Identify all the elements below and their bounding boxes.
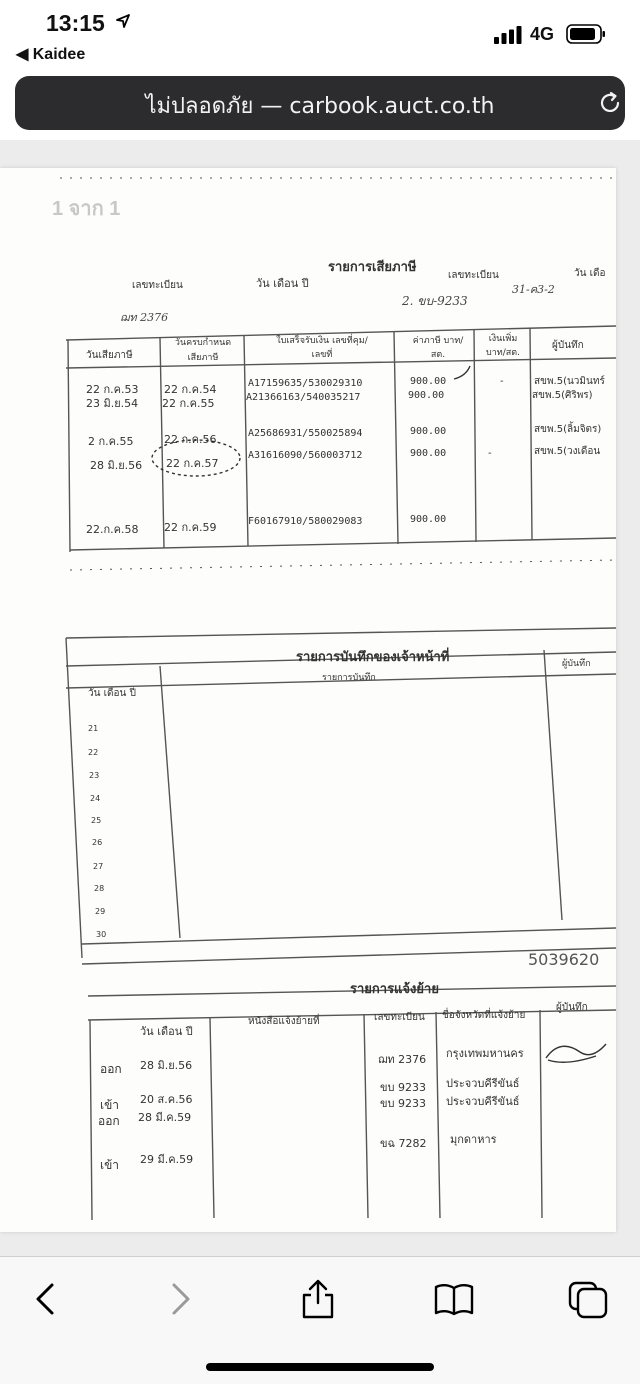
tax-row-paid: 22.ก.ค.58 (86, 523, 139, 536)
status-bar (0, 0, 640, 70)
tax-row-tax: 900.00 (410, 376, 447, 387)
page-indicator: 1 จาก 1 (52, 198, 121, 220)
tax-reg-row2: 2. ขบ-9233 (402, 294, 468, 308)
transfer-row-province: ประจวบคีรีขันธ์ (446, 1095, 520, 1108)
officer-date-col: วัน เดือน ปี (88, 688, 136, 699)
tax-row-paid: 2 ก.ค.55 (88, 435, 134, 448)
tax-row-tax: 900.00 (410, 514, 447, 525)
location-arrow-icon (116, 14, 130, 28)
officer-line-number: 30 (96, 930, 107, 939)
transfer-col-province: ชื่อจังหวัดที่แจ้งย้าย (442, 1010, 526, 1021)
cell-signal-icon (494, 26, 522, 44)
officer-line-number: 21 (88, 724, 99, 733)
tax-row-extra: - (500, 376, 504, 387)
officer-line-number: 28 (94, 884, 105, 893)
forward-chevron-icon[interactable] (158, 1279, 202, 1319)
officer-by-col: ผู้บันทึก (562, 659, 591, 669)
tax-row-receipt: A25686931/550025894 (248, 428, 363, 439)
transfer-row-type: เข้า (100, 1098, 120, 1112)
transfer-row-type: ออก (98, 1114, 120, 1128)
tax-row-receipt: A17159635/530029310 (248, 378, 363, 389)
tax-col-by: ผู้บันทึก (552, 340, 584, 351)
bookmarks-icon[interactable] (432, 1279, 476, 1319)
tax-row-tax: 900.00 (408, 390, 445, 401)
tax-date-row2: 31-ค3-2 (512, 283, 555, 296)
officer-line-number: 23 (89, 771, 100, 780)
status-time: 13:15 (46, 10, 105, 36)
tax-row-by: สขพ.5(นวมินทร์ (534, 376, 605, 387)
address-bar[interactable] (15, 76, 625, 130)
transfer-row-date: 28 มี.ค.59 (138, 1111, 192, 1124)
tax-row-due: 22 ก.ค.57 (166, 457, 219, 470)
tax-col-due: วันครบกำหนดเสียภาษี (174, 338, 232, 363)
tax-row-paid: 28 มิ.ย.56 (90, 459, 143, 472)
tax-col-paid: วันเสียภาษี (86, 350, 133, 361)
tax-reg-row1: ฌท 2376 (120, 311, 169, 324)
tax-row-by: สขพ.5(ศิริพร) (532, 390, 593, 401)
tax-date-label: วัน เดือน ปี (256, 277, 309, 290)
officer-line-number: 22 (88, 748, 99, 757)
officer-line-number: 26 (92, 838, 103, 847)
home-indicator (206, 1363, 434, 1371)
back-chevron-icon[interactable] (24, 1279, 68, 1319)
tax-row-due: 22 ก.ค.56 (164, 433, 217, 446)
tax-col-extra: เงินเพิ่ม บาท/สต. (486, 334, 520, 358)
transfer-row-reg: ขบ 9233 (380, 1081, 426, 1094)
tax-section-title: รายการเสียภาษี (328, 260, 417, 275)
tax-col-tax: ค่าภาษี บาท/สต. (412, 336, 464, 360)
tax-row-paid: 22 ก.ค.53 (86, 383, 139, 396)
stamp-number: 5039620 (528, 950, 600, 969)
transfer-col-reg: เลขทะเบียน (374, 1012, 425, 1023)
tax-row-receipt: F60167910/580029083 (248, 516, 363, 527)
tabs-icon[interactable] (566, 1279, 610, 1319)
transfer-row-type: ออก (100, 1062, 122, 1076)
tax-date-label-right: วัน เดือ (574, 268, 606, 279)
transfer-row-province: ประจวบคีรีขันธ์ (446, 1077, 520, 1090)
officer-section-title: รายการบันทึกของเจ้าหน้าที่ (296, 650, 450, 665)
tax-row-due: 22 ก.ค.54 (164, 383, 217, 396)
transfer-section-title: รายการแจ้งย้าย (350, 982, 439, 997)
tax-row-tax: 900.00 (410, 426, 447, 437)
transfer-col-by: ผู้บันทึก (556, 1002, 588, 1013)
officer-note-col: รายการบันทึก (322, 673, 376, 683)
transfer-row-reg: ขบ 9233 (380, 1097, 426, 1110)
tax-row-tax: 900.00 (410, 448, 447, 459)
tax-row-receipt: A31616090/560003712 (248, 450, 363, 461)
transfer-row-type: เข้า (100, 1158, 120, 1172)
transfer-row-reg: ขฉ 7282 (380, 1137, 427, 1150)
battery-icon (566, 24, 606, 44)
officer-line-number: 25 (91, 816, 102, 825)
tax-row-due: 22 ก.ค.55 (162, 397, 215, 410)
tax-row-by: สขพ.5(วงเดือน (534, 446, 601, 457)
transfer-row-date: 29 มี.ค.59 (140, 1153, 194, 1166)
tax-row-receipt: A21366163/540035217 (246, 392, 361, 403)
transfer-row-date: 28 มิ.ย.56 (140, 1059, 193, 1072)
transfer-row-province: มุกดาหาร (450, 1133, 497, 1146)
transfer-col-date: วัน เดือน ปี (140, 1025, 193, 1038)
reload-icon[interactable] (597, 90, 623, 116)
transfer-row-reg: ฌท 2376 (378, 1053, 427, 1066)
tax-row-extra: - (488, 448, 492, 459)
tax-reg-label-right: เลขทะเบียน (448, 270, 499, 281)
tax-row-by: สขพ.5(ลิ้มจิตร) (534, 424, 602, 435)
network-type: 4G (530, 24, 555, 44)
transfer-col-doc: หนังสือแจ้งย้ายที่ (248, 1016, 320, 1027)
transfer-row-date: 20 ส.ค.56 (140, 1093, 193, 1106)
tax-reg-label: เลขทะเบียน (132, 280, 183, 291)
back-to-app-link[interactable]: ◀ Kaidee (16, 46, 86, 63)
officer-line-number: 24 (90, 794, 101, 803)
tax-col-receipt: ใบเสร็จรับเงิน เลขที่คุม/เลขที่ (276, 336, 368, 360)
scanned-document[interactable] (0, 168, 616, 1232)
transfer-row-province: กรุงเทพมหานคร (446, 1047, 524, 1060)
address-text[interactable]: ไม่ปลอดภัย — carbook.auct.co.th (145, 94, 495, 119)
tax-row-paid: 23 มิ.ย.54 (86, 397, 139, 410)
tax-row-due: 22 ก.ค.59 (164, 521, 217, 534)
share-icon[interactable] (296, 1279, 340, 1319)
officer-line-number: 29 (95, 907, 106, 916)
officer-line-number: 27 (93, 862, 104, 871)
